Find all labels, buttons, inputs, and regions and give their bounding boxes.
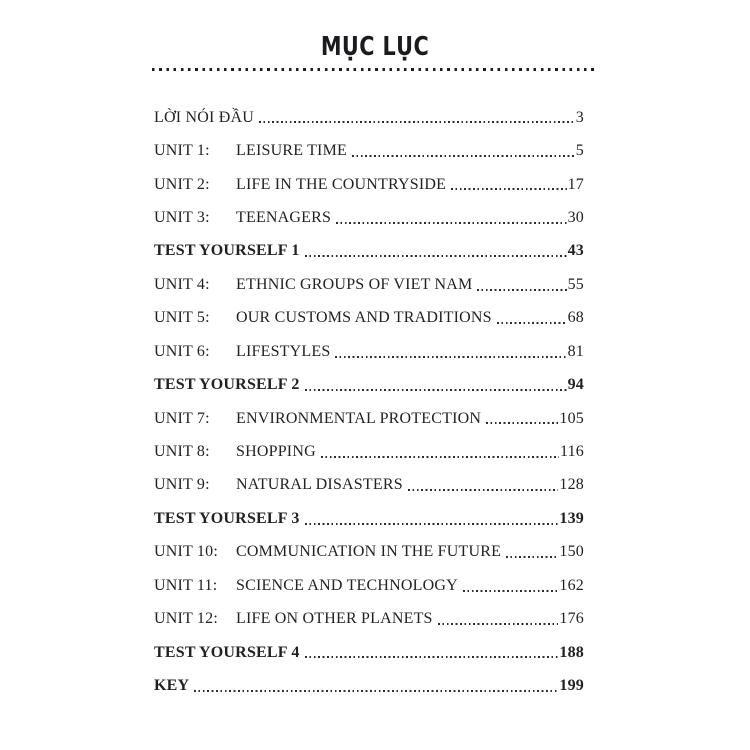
toc-entry-label: UNIT 2: [154, 175, 210, 193]
dot-leader [305, 656, 559, 658]
dot-leader [194, 690, 558, 692]
dot-leader [486, 422, 558, 424]
toc-entry-label: UNIT 3: [154, 208, 210, 226]
toc-entry-page: 30 [567, 208, 584, 226]
dot-leader [321, 456, 559, 458]
dot-leader [305, 523, 559, 525]
toc-entry-page: 150 [559, 543, 584, 561]
toc-entry-page: 176 [559, 610, 584, 628]
toc-entry-page: 162 [559, 576, 584, 594]
toc-entry-row [154, 533, 584, 566]
toc-entry-row [154, 265, 584, 298]
toc-entry-row [154, 366, 584, 399]
toc-entry-page: 116 [559, 443, 584, 461]
dot-leader [259, 121, 575, 123]
toc-entry-title: LIFE IN THE COUNTRYSIDE [236, 175, 447, 193]
toc-entry-page: 17 [567, 175, 584, 193]
toc-entry-title: LEISURE TIME [236, 142, 347, 160]
toc-entry-row [154, 198, 584, 231]
dot-leader [477, 289, 566, 291]
toc-entry-row [154, 499, 584, 532]
toc-entry-page: 128 [559, 476, 584, 494]
toc-entry-label: UNIT 8: [154, 443, 210, 461]
dot-leader [352, 155, 575, 157]
toc-entry-title: SCIENCE AND TECHNOLOGY [236, 576, 458, 594]
toc-entry-page: 94 [567, 376, 584, 394]
toc-entry-title: TEST YOURSELF 3 [154, 509, 300, 527]
toc-entry-page: 68 [567, 309, 584, 327]
dot-leader [305, 389, 567, 391]
toc-entry-title: TEST YOURSELF 1 [154, 242, 300, 260]
toc-entry-title: LỜI NÓI ĐẦU [154, 108, 254, 126]
toc-entry-row [154, 466, 584, 499]
page-title: MỤC LỤC [320, 32, 430, 62]
toc-entry-label: UNIT 12: [154, 610, 218, 628]
toc-entry-page: 139 [559, 509, 584, 527]
dot-leader [506, 556, 558, 558]
toc-entry-title: ENVIRONMENTAL PROTECTION [236, 409, 482, 427]
toc-entry-page: 43 [567, 242, 584, 260]
toc-entry-label: UNIT 7: [154, 409, 210, 427]
toc-entry-title: KEY [154, 677, 190, 695]
toc-entry-title: TEST YOURSELF 4 [154, 643, 300, 661]
toc-entry-label: UNIT 4: [154, 275, 210, 293]
toc-entry-label: UNIT 9: [154, 476, 210, 494]
toc-entry-page: 199 [559, 677, 584, 695]
toc-entry-title: COMMUNICATION IN THE FUTURE [236, 543, 502, 561]
toc-entry-label: UNIT 1: [154, 142, 210, 160]
dot-leader [336, 222, 566, 224]
toc-entry-row [154, 332, 584, 365]
toc-entry-page: 105 [559, 409, 584, 427]
toc-entry-label: UNIT 11: [154, 576, 218, 594]
dot-leader [463, 590, 559, 592]
toc-entry-row [154, 165, 584, 198]
toc-entry-row [154, 399, 584, 432]
dot-leader [438, 623, 559, 625]
toc-entry-row [154, 131, 584, 164]
dot-leader [497, 322, 567, 324]
toc-entry-title: LIFESTYLES [236, 342, 331, 360]
toc-entry-page: 81 [567, 342, 584, 360]
toc-entry-title: SHOPPING [236, 443, 316, 461]
toc-entry-row [154, 232, 584, 265]
dot-leader [305, 255, 567, 257]
toc-entry-row [154, 299, 584, 332]
toc-entry-page: 5 [575, 142, 584, 160]
title-dotted-rule [152, 68, 596, 71]
toc-entry-title: NATURAL DISASTERS [236, 476, 403, 494]
toc-entry-title: TEST YOURSELF 2 [154, 376, 300, 394]
dot-leader [451, 188, 567, 190]
toc-entry-row [154, 432, 584, 465]
toc-entry-row [154, 566, 584, 599]
toc-entry-row [154, 98, 584, 131]
toc-entry-label: UNIT 6: [154, 342, 210, 360]
toc-entry-row [154, 600, 584, 633]
toc-entry-row [154, 633, 584, 666]
toc-list [154, 98, 584, 700]
toc-entry-page: 3 [575, 108, 584, 126]
toc-entry-page: 188 [559, 643, 584, 661]
toc-entry-label: UNIT 5: [154, 309, 210, 327]
toc-entry-title: OUR CUSTOMS AND TRADITIONS [236, 309, 492, 327]
toc-entry-title: ETHNIC GROUPS OF VIET NAM [236, 275, 473, 293]
toc-entry-label: UNIT 10: [154, 543, 218, 561]
dot-leader [408, 489, 559, 491]
toc-entry-row [154, 666, 584, 699]
dot-leader [335, 356, 566, 358]
toc-entry-page: 55 [567, 275, 584, 293]
toc-entry-title: LIFE ON OTHER PLANETS [236, 610, 433, 628]
toc-entry-title: TEENAGERS [236, 208, 332, 226]
